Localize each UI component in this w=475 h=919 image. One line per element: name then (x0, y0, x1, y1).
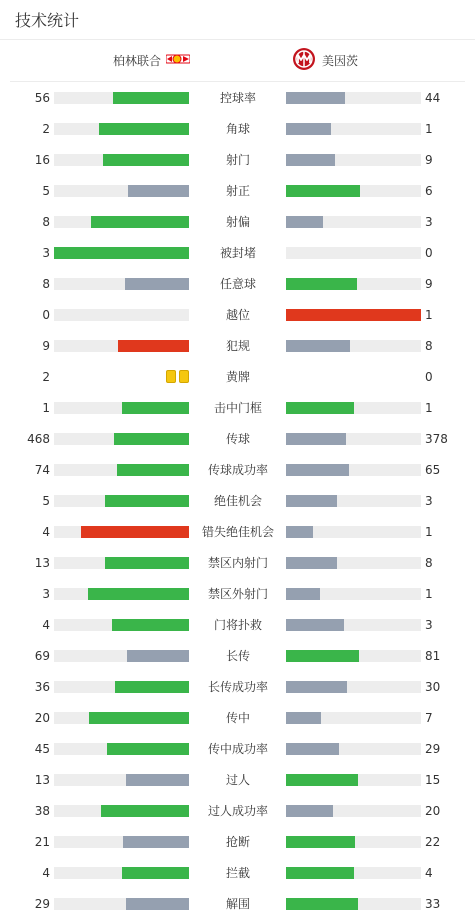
stat-label: 角球 (225, 122, 250, 136)
home-bar-fill (127, 650, 189, 662)
home-bar-track (54, 216, 189, 228)
home-bar-track (54, 805, 189, 817)
home-value: 13 (34, 555, 50, 570)
away-bar-fill (286, 836, 355, 848)
home-value: 45 (34, 741, 50, 756)
stat-row (0, 857, 475, 888)
stat-row (0, 578, 475, 609)
away-bar-track (286, 836, 421, 848)
stat-row (0, 113, 475, 144)
home-value: 3 (42, 586, 50, 601)
stat-row (0, 795, 475, 826)
stat-row (0, 826, 475, 857)
home-value: 29 (34, 896, 50, 911)
home-bar-fill (114, 433, 189, 445)
home-bar-fill (101, 805, 189, 817)
away-value: 9 (425, 276, 433, 291)
away-bar-track (286, 216, 421, 228)
stat-row (0, 299, 475, 330)
stat-label: 任意球 (219, 277, 256, 291)
home-value: 4 (42, 524, 50, 539)
home-bar-fill (88, 588, 189, 600)
home-value: 9 (42, 338, 50, 353)
home-value: 4 (42, 617, 50, 632)
home-bar-fill (126, 774, 189, 786)
stat-row (0, 485, 475, 516)
away-value: 7 (425, 710, 433, 725)
home-bar-track (54, 92, 189, 104)
away-bar-track (286, 557, 421, 569)
stat-row (0, 175, 475, 206)
home-value: 2 (42, 369, 50, 384)
home-bar-track (54, 526, 189, 538)
away-bar-track (286, 154, 421, 166)
home-value: 16 (34, 152, 50, 167)
away-bar-track (286, 619, 421, 631)
away-bar-track (286, 123, 421, 135)
home-bar-track (54, 712, 189, 724)
yellow-card-icon (166, 370, 176, 383)
away-bar-track (286, 681, 421, 693)
away-bar-fill (286, 464, 349, 476)
home-bar-track (54, 619, 189, 631)
away-bar-fill (286, 495, 337, 507)
away-bar-track (286, 464, 421, 476)
stat-label: 传中成功率 (207, 742, 268, 756)
away-bar-fill (286, 867, 354, 879)
away-bar-fill (286, 185, 360, 197)
away-value: 1 (425, 400, 433, 415)
away-bar-fill (286, 402, 354, 414)
home-value: 56 (34, 90, 50, 105)
home-bar-fill (107, 743, 189, 755)
stat-label: 传球成功率 (207, 463, 268, 477)
stat-label: 过人成功率 (207, 804, 268, 818)
away-value: 81 (425, 648, 441, 663)
away-bar-track (286, 743, 421, 755)
home-value: 8 (42, 276, 50, 291)
home-bar-track (54, 774, 189, 786)
home-value: 2 (42, 121, 50, 136)
away-bar-track (286, 278, 421, 290)
away-bar-track (286, 185, 421, 197)
away-value: 378 (425, 431, 448, 446)
home-bar-track (54, 867, 189, 879)
stat-row (0, 454, 475, 485)
stat-label: 解围 (225, 897, 250, 911)
away-value: 15 (425, 772, 441, 787)
away-team-logo-icon (292, 47, 316, 74)
home-bar-track (54, 464, 189, 476)
away-bar-fill (286, 154, 335, 166)
stat-label: 传球 (225, 432, 250, 446)
stat-label: 拦截 (225, 866, 250, 880)
away-bar-track (286, 898, 421, 910)
away-value: 30 (425, 679, 441, 694)
away-bar-fill (286, 898, 358, 910)
home-value: 20 (34, 710, 50, 725)
teams-header (10, 40, 465, 82)
away-bar-track (286, 495, 421, 507)
home-value: 3 (42, 245, 50, 260)
home-bar-fill (81, 526, 189, 538)
away-bar-fill (286, 433, 346, 445)
stat-label: 传中 (225, 711, 250, 725)
home-bar-fill (128, 185, 189, 197)
away-value: 8 (425, 338, 433, 353)
home-bar-fill (99, 123, 189, 135)
stat-label: 越位 (225, 308, 250, 322)
away-bar-fill (286, 681, 347, 693)
home-bar-fill (125, 278, 189, 290)
away-value: 65 (425, 462, 441, 477)
stat-row (0, 547, 475, 578)
home-bar-track (54, 743, 189, 755)
away-bar-track (286, 340, 421, 352)
away-value: 0 (425, 369, 433, 384)
home-bar-track (54, 557, 189, 569)
home-bar-track (54, 681, 189, 693)
away-value: 6 (425, 183, 433, 198)
away-bar-track (286, 805, 421, 817)
away-bar-fill (286, 619, 344, 631)
home-bar-fill (118, 340, 189, 352)
home-bar-fill (54, 247, 189, 259)
away-value: 1 (425, 121, 433, 136)
away-value: 44 (425, 90, 441, 105)
stat-row (0, 888, 475, 919)
home-bar-track (54, 650, 189, 662)
home-value: 5 (42, 493, 50, 508)
stat-row (0, 733, 475, 764)
away-value: 3 (425, 617, 433, 632)
home-bar-track (54, 495, 189, 507)
away-value: 3 (425, 214, 433, 229)
away-bar-fill (286, 712, 321, 724)
page-header (0, 0, 475, 40)
stat-label: 犯规 (225, 339, 250, 353)
home-bar-fill (122, 402, 190, 414)
home-value: 38 (34, 803, 50, 818)
home-value: 1 (42, 400, 50, 415)
home-value: 468 (27, 431, 50, 446)
away-team-name: 美因茨 (322, 54, 359, 68)
away-bar-track (286, 433, 421, 445)
stat-label: 禁区外射门 (207, 587, 268, 601)
stat-label: 被封堵 (219, 246, 256, 260)
stat-row (0, 609, 475, 640)
stats-list (0, 82, 475, 919)
away-value: 29 (425, 741, 441, 756)
away-bar-track (286, 712, 421, 724)
home-value: 8 (42, 214, 50, 229)
away-value: 4 (425, 865, 433, 880)
stat-row (0, 423, 475, 454)
away-bar-track (286, 588, 421, 600)
away-bar-fill (286, 526, 313, 538)
away-value: 33 (425, 896, 441, 911)
away-value: 3 (425, 493, 433, 508)
stat-label: 黄牌 (225, 370, 250, 384)
home-value: 21 (34, 834, 50, 849)
home-bar-fill (105, 495, 189, 507)
home-value: 36 (34, 679, 50, 694)
away-value: 22 (425, 834, 441, 849)
away-bar-track (286, 650, 421, 662)
away-value: 1 (425, 307, 433, 322)
stat-row (0, 330, 475, 361)
stat-label: 长传成功率 (207, 680, 268, 694)
home-bar-fill (91, 216, 189, 228)
away-bar-track (286, 526, 421, 538)
stat-row (0, 144, 475, 175)
stat-row (0, 268, 475, 299)
stat-label: 门将扑救 (213, 618, 262, 632)
away-bar-track (286, 247, 421, 259)
home-bar-fill (123, 836, 189, 848)
stat-label: 抢断 (225, 835, 250, 849)
away-value: 8 (425, 555, 433, 570)
stat-row (0, 82, 475, 113)
home-bar-track (54, 278, 189, 290)
away-bar-fill (286, 805, 333, 817)
home-bar-track (54, 588, 189, 600)
stat-row (0, 702, 475, 733)
home-bar-track (54, 185, 189, 197)
stat-label: 过人 (225, 773, 250, 787)
stat-label: 控球率 (219, 91, 256, 105)
stat-label: 长传 (225, 649, 250, 663)
stat-row (0, 516, 475, 547)
home-bar-fill (117, 464, 189, 476)
away-bar-fill (286, 743, 339, 755)
yellow-card-icon (179, 370, 189, 383)
away-bar-fill (286, 123, 331, 135)
away-bar-fill (286, 588, 320, 600)
stat-label: 击中门框 (213, 401, 262, 415)
stat-row (0, 671, 475, 702)
home-value: 74 (34, 462, 50, 477)
home-team[interactable] (113, 40, 190, 81)
home-bar-fill (112, 619, 189, 631)
home-team-name: 柏林联合 (113, 54, 162, 68)
home-team-logo-icon (166, 52, 190, 69)
away-value: 20 (425, 803, 441, 818)
yellow-cards (166, 370, 189, 383)
stat-label: 射门 (225, 153, 250, 167)
away-bar-fill (286, 650, 359, 662)
home-bar-track (54, 433, 189, 445)
away-value: 0 (425, 245, 433, 260)
away-bar-track (286, 867, 421, 879)
away-value: 1 (425, 524, 433, 539)
page-title: 技术统计 (15, 11, 80, 30)
away-bar-fill (286, 309, 421, 321)
stat-label: 禁区内射门 (207, 556, 268, 570)
home-value: 69 (34, 648, 50, 663)
home-bar-track (54, 898, 189, 910)
home-bar-track (54, 309, 189, 321)
home-bar-fill (103, 154, 189, 166)
home-value: 13 (34, 772, 50, 787)
away-bar-fill (286, 340, 350, 352)
away-bar-fill (286, 557, 337, 569)
stat-row (0, 640, 475, 671)
home-bar-fill (89, 712, 189, 724)
stat-row (0, 361, 475, 392)
home-value: 0 (42, 307, 50, 322)
stat-label: 射正 (225, 184, 250, 198)
home-bar-track (54, 247, 189, 259)
away-bar-fill (286, 92, 345, 104)
home-value: 4 (42, 865, 50, 880)
home-value: 5 (42, 183, 50, 198)
stat-row (0, 764, 475, 795)
away-bar-track (286, 92, 421, 104)
stat-row (0, 392, 475, 423)
home-bar-fill (122, 867, 190, 879)
stat-label: 错失绝佳机会 (201, 525, 274, 539)
away-bar-fill (286, 278, 357, 290)
stat-row (0, 206, 475, 237)
away-bar-fill (286, 216, 323, 228)
home-bar-fill (126, 898, 189, 910)
home-bar-track (54, 123, 189, 135)
home-bar-fill (115, 681, 189, 693)
home-bar-track (54, 340, 189, 352)
home-bar-fill (105, 557, 189, 569)
stat-label: 射偏 (225, 215, 250, 229)
home-bar-track (54, 402, 189, 414)
stat-row (0, 237, 475, 268)
stat-label: 绝佳机会 (213, 494, 262, 508)
away-value: 9 (425, 152, 433, 167)
away-value: 1 (425, 586, 433, 601)
away-bar-track (286, 774, 421, 786)
home-bar-track (54, 154, 189, 166)
away-bar-fill (286, 774, 358, 786)
home-bar-fill (113, 92, 189, 104)
away-team[interactable] (292, 40, 358, 81)
home-bar-track (54, 836, 189, 848)
away-bar-track (286, 309, 421, 321)
away-bar-track (286, 402, 421, 414)
